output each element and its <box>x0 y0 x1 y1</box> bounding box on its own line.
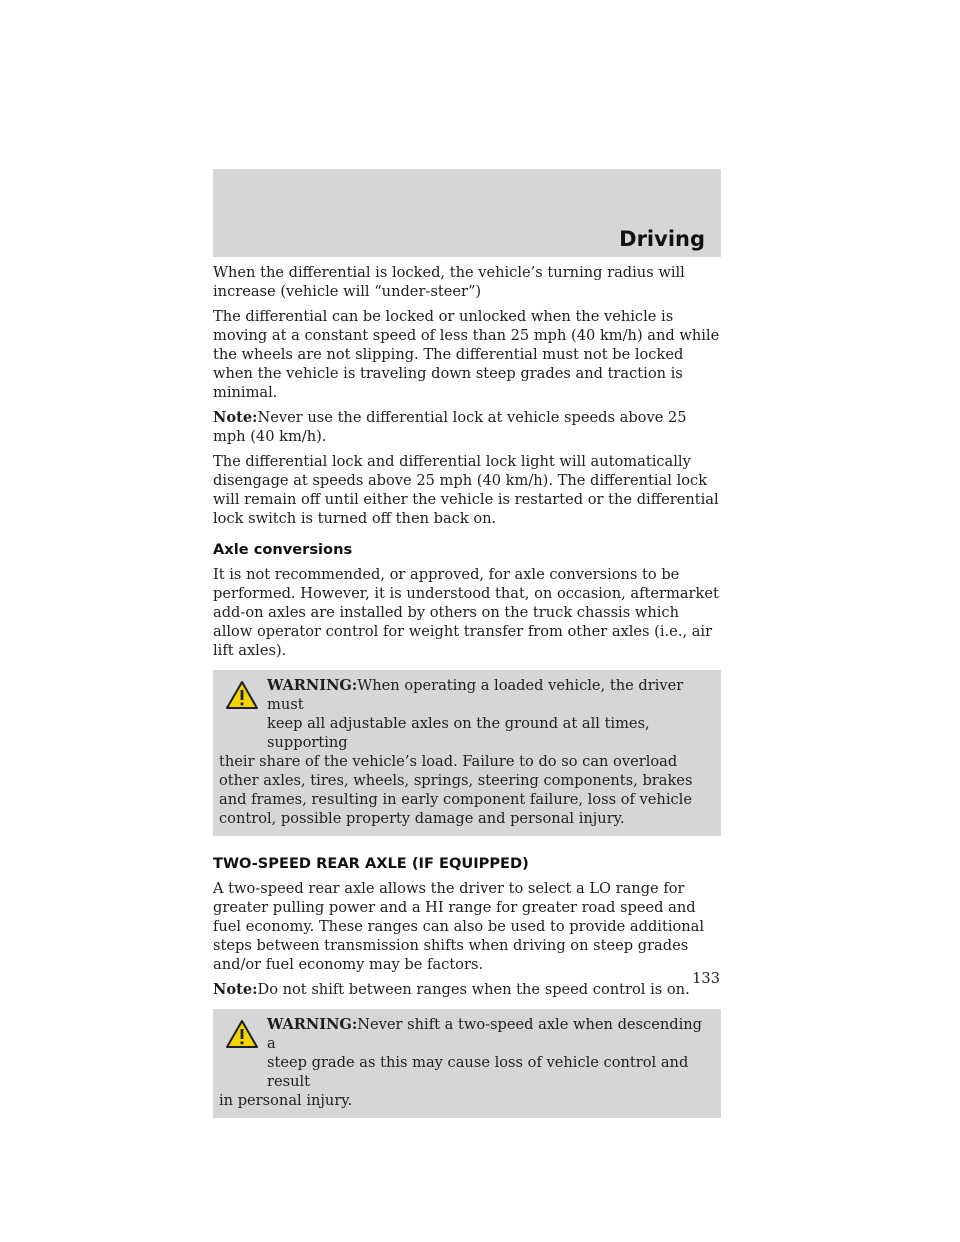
warning-label: WARNING: <box>267 1016 358 1033</box>
note-text: Do not shift between ranges when the speed control is on. <box>257 981 690 998</box>
warning-text-rest: in personal injury. <box>219 1092 353 1109</box>
warning-box-axles <box>213 670 721 836</box>
heading-two-speed-axle: TWO-SPEED REAR AXLE (IF EQUIPPED) <box>213 855 529 872</box>
section-header <box>213 169 721 257</box>
note-label: Note: <box>213 981 258 998</box>
warning-line-1 <box>219 676 715 714</box>
note-label: Note: <box>213 409 258 426</box>
paragraph-two-speed: A two-speed rear axle allows the driver to select a LO range for greater pulling power and a HI range for greater road speed and fuel economy. These ranges can also be used to provide additional steps between transmission shifts when driving on steep grades and/or fuel economy may be factors. <box>213 880 705 973</box>
warning-label: WARNING: <box>267 677 358 694</box>
paragraph-auto-disengage: The differential lock and differential lock light will automatically disengage at speeds above 25 mph (40 km/h). The differential lock will remain off until either the vehicle is restarted or the differential lock switch is turned off then back on. <box>213 453 719 527</box>
warning-line-2: keep all adjustable axles on the ground at all times, supporting <box>267 715 650 751</box>
section-title: Driving <box>619 227 705 251</box>
paragraph-axle-conversions: It is not recommended, or approved, for axle conversions to be performed. However, it is understood that, on occasion, aftermarket add-on axles are installed by others on the truck chassis which allow operator control for weight transfer from other axles (i.e., air lift axles). <box>213 566 719 659</box>
page-content <box>213 263 721 1122</box>
paragraph-turning-radius: When the differential is locked, the vehicle’s turning radius will increase (vehicle will “under-steer”) <box>213 264 685 300</box>
paragraph-lock-conditions: The differential can be locked or unlocked when the vehicle is moving at a constant speed of less than 25 mph (40 km/h) and while the wheels are not slipping. The differential must not be locked when the vehicle is traveling down steep grades and traction is minimal. <box>213 308 720 401</box>
warning-triangle-icon <box>225 1019 259 1049</box>
note-speed-control <box>213 980 721 999</box>
warning-box-descending <box>213 1009 721 1118</box>
warning-text: Never shift a two-speed axle when descending a <box>267 1016 702 1052</box>
warning-line-1 <box>219 1015 715 1053</box>
note-text: Never use the differential lock at vehicle speeds above 25 mph (40 km/h). <box>213 409 687 445</box>
page-number: 133 <box>692 970 720 987</box>
note-speed-limit <box>213 408 721 446</box>
warning-triangle-icon <box>225 680 259 710</box>
warning-text-rest: their share of the vehicle’s load. Failure to do so can overload other axles, tires, wheels, springs, steering components, brakes and frames, resulting in early component failure, loss of vehicle control, possible property damage and personal injury. <box>219 753 693 827</box>
heading-axle-conversions: Axle conversions <box>213 541 353 558</box>
warning-line-2: steep grade as this may cause loss of vehicle control and result <box>267 1054 689 1090</box>
warning-text: When operating a loaded vehicle, the driver must <box>267 677 684 713</box>
